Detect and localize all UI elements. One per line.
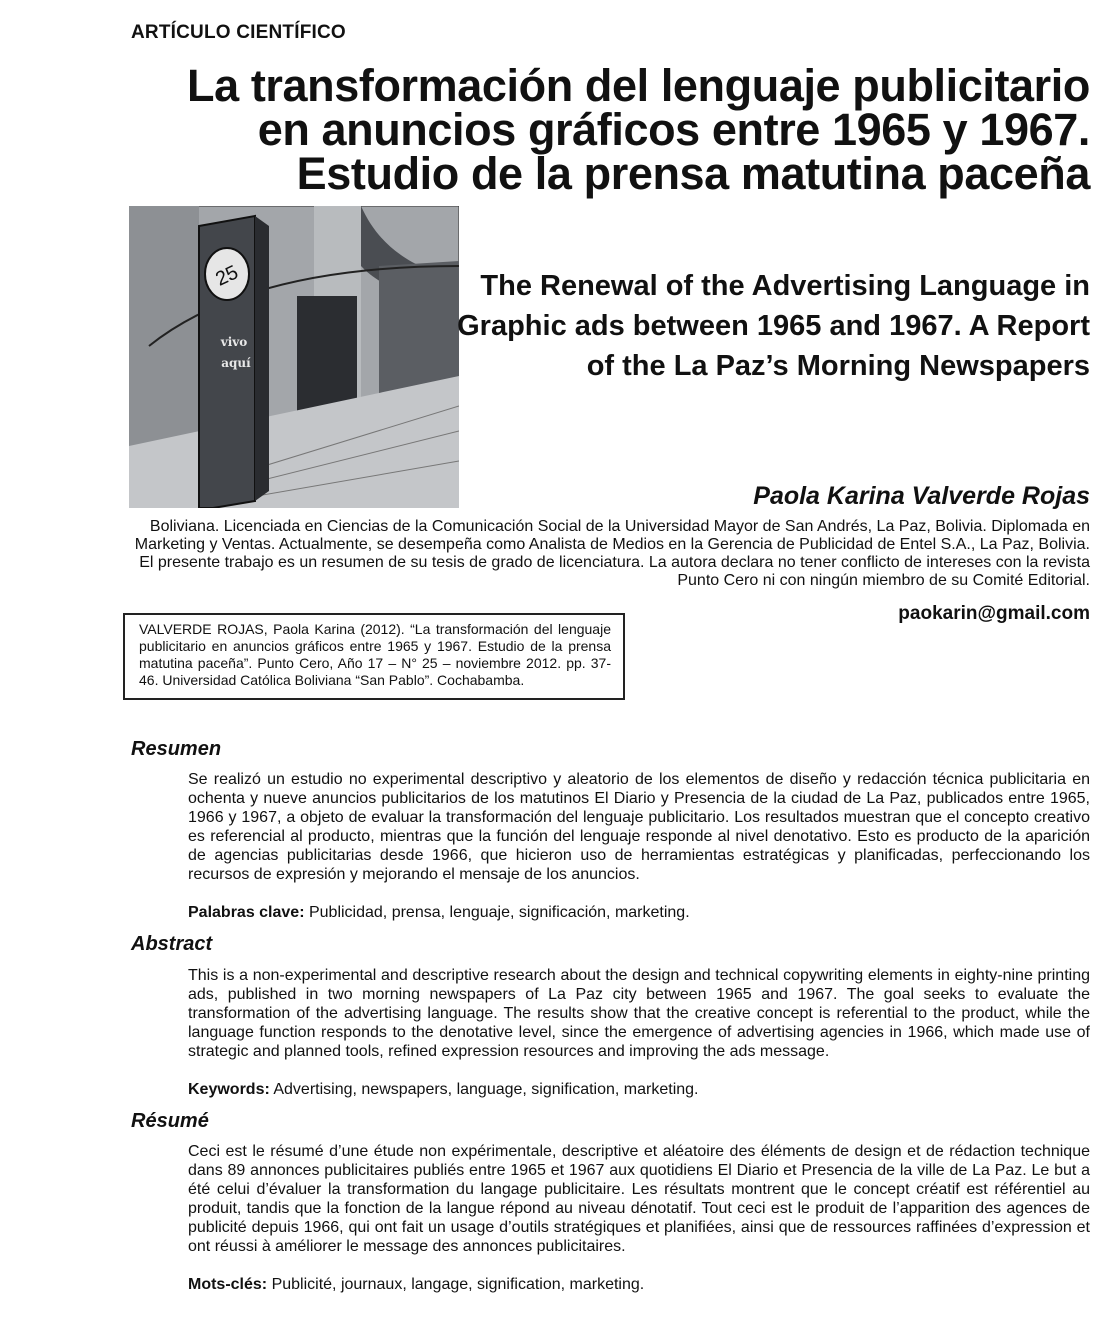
author-email-link[interactable]: paokarin@gmail.com bbox=[898, 603, 1090, 624]
author-bio: Boliviana. Licenciada en Ciencias de la Comunicación Social de la Universidad Mayor de San Andrés, La Paz, Bolivia. Diplomada en Marketing y Ventas. Actualmente, se desempeña como Analista de Medios en la Gerencia de Publicidad de Entel S.A., La Paz, Bolivia. El presente trabajo es un resumen de su tesis de grado de licenciatura. La autora declara no tener conflicto de intereses con la revista Punto Cero ni con ningún miembro de su Comité Editorial. bbox=[134, 518, 1090, 589]
sign-text-line2: aquí bbox=[221, 356, 251, 370]
resumen-keywords-list: Publicidad, prensa, lenguaje, significación, marketing. bbox=[304, 904, 690, 921]
resume-fr-keywords-list: Publicité, journaux, langage, signification, marketing. bbox=[267, 1276, 645, 1293]
article-title-english: The Renewal of the Advertising Language in Graphic ads between 1965 and 1967. A Report of the La Paz’s Morning Newspapers bbox=[457, 270, 1090, 382]
abstract-keywords bbox=[188, 1080, 1090, 1099]
resume-fr-keywords-label: Mots-clés: bbox=[188, 1276, 268, 1293]
street-sign-illustration bbox=[129, 206, 459, 508]
resume-fr-text: Ceci est le résumé d’une étude non expérimentale, descriptive et aléatoire des éléments de design et de rédaction technique dans 89 annonces publicitaires publiés entre 1965 et 1967 aux quotidiens El Diario et Presencia de la ville de La Paz. Le but a été celui d’évaluer la transformation du langage publicitaire. Les résultats montrent que le concept créatif est référentiel au produit, tandis que la fonction de la langue répond au niveau dénotatif. Tout ceci est le produit de l’apparition des agences de publicité depuis 1966, qui ont fait un usage d’outils stratégiques et planifiées, ainsi que de ressources raffinées d’expression et ont réussi à améliorer le message des annonces publicitaires. bbox=[188, 1143, 1090, 1255]
article-title-spanish: La transformación del lenguaje publicitario en anuncios gráficos entre 1965 y 1967. Estudio de la prensa matutina paceña bbox=[187, 60, 1090, 199]
resume-fr-keywords bbox=[188, 1275, 1090, 1294]
abstract-keywords-list: Advertising, newspapers, language, signification, marketing. bbox=[269, 1081, 699, 1098]
resume-fr-heading: Résumé bbox=[131, 1110, 209, 1132]
resumen-heading: Resumen bbox=[131, 738, 222, 760]
resumen-keywords-label: Palabras clave: bbox=[188, 904, 305, 921]
badge-number: 25 bbox=[212, 261, 242, 291]
sign-text-line1: vivo bbox=[220, 335, 248, 349]
author-name: Paola Karina Valverde Rojas bbox=[753, 482, 1090, 510]
section-label: ARTÍCULO CIENTÍFICO bbox=[131, 22, 346, 43]
cover-illustration bbox=[129, 206, 459, 508]
citation-box: VALVERDE ROJAS, Paola Karina (2012). “La transformación del lenguaje publicitario en anuncios gráficos entre 1965 y 1967. Estudio de la prensa matutina paceña”. Punto Cero, Año 17 – N° 25 – noviembre 2012. pp. 37-46. Universidad Católica Boliviana “San Pablo”. Cochabamba. bbox=[123, 613, 625, 700]
resumen-keywords bbox=[188, 903, 1090, 922]
abstract-text: This is a non-experimental and descriptive research about the design and technical copywriting elements in eighty-nine printing ads, published in two morning newspapers of La Paz city between 1965 and 1967. The goal seeks to evaluate the transformation of the advertising language. The results show that the creative concept is referential to the product, while the language function responds to the denotative level, since the emergence of advertising agencies in 1966, which made use of strategic and planned tools, refined expression resources and improving the ads message. bbox=[188, 967, 1090, 1060]
resumen-text: Se realizó un estudio no experimental descriptivo y aleatorio de los elementos de diseño y redacción técnica publicitaria en ochenta y nueve anuncios publicitarios de los matutinos El Diario y Presencia de la ciudad de La Paz, publicados entre 1965, 1966 y 1967, a objeto de evaluar la transformación del lenguaje publicitario. Los resultados muestran que el concepto creativo es referencial al producto, mientras que la función del lenguaje responde al nivel denotativo. Esto es producto de la aparición de agencias publicitarias desde 1966, que hicieron uso de herramientas estratégicas y planificadas, perfeccionando los recursos de expresión y mejorando el mensaje de los anuncios. bbox=[188, 771, 1090, 883]
abstract-heading: Abstract bbox=[131, 933, 213, 955]
abstract-keywords-label: Keywords: bbox=[188, 1081, 270, 1098]
